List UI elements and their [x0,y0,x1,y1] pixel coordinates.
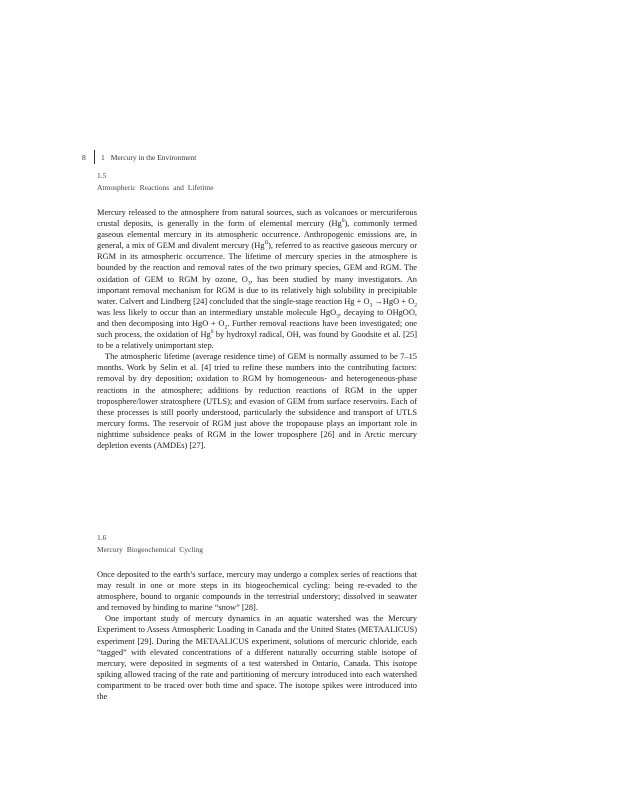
superscript: 0 [341,218,345,225]
text-run: was less likely to occur than an intermediary unstable molecule HgO [97,307,337,317]
section-title: Mercury Biogeochemical Cycling [97,545,204,554]
section-1-6 [97,533,417,702]
text-run: Once deposited to the earth’s surface, mercury may undergo a complex series of reactions that may result in one or more steps in its biogeochemical cycling: being re-evaded to the atmosphere, bound to organic compounds in the terrestrial understory; dissolved in seawater and removed by binding to marine “snow” [28]. [97,570,417,613]
subscript: 3 [369,302,373,309]
chapter-title: Mercury in the Environment [110,152,197,162]
paragraph [97,207,417,351]
running-head [82,150,196,164]
text-run: ), referred to as reactive gaseous mercury or RGM in its atmospheric occurrence. The lifetime of mercury species in the atmosphere is bounded by the reaction and removal rates of the two primary species, GEM and RGM. The oxidation of GEM to RGM by ozone, O [97,241,417,284]
subscript: 3 [336,313,339,320]
chapter-number: 1 [101,152,105,162]
text-run: , has been studied by many investigators. An important removal mechanism for RGM is due to its relatively high solubility in precipitable water. Calvert and Lindberg [24] concluded that the single-stage reaction Hg + O [97,274,417,306]
text-run: ), commonly termed gaseous elemental mercury in its atmospheric occurrence. Anthropogenic emissions are, in general, a mix of GEM and divalent mercury (Hg [97,219,417,251]
paragraph [97,569,417,613]
running-head-divider [94,150,95,164]
text-run: One important study of mercury dynamics in an aquatic watershed was the Mercury Experiment to Assess Atmospheric Loading in Canada and the United States (METAALICUS) experiment [29]. During the METAALICUS experiment, solutions of mercuric chloride, each “tagged” with elevated concentrations of a different naturally occurring stable isotope of mercury, were deposited in segments of a test watershed in Ontario, Canada. This isotope spiking allowed tracing of the rate and partitioning of mercury introduced into each watershed compartment to be traced over both time and space. The isotope spikes were introduced into the [97,614,417,702]
subscript: 2 [414,302,417,309]
paragraph [97,351,417,451]
text-run: The atmospheric lifetime (average residence time) of GEM is normally assumed to be 7–15 months. Work by Selin et al. [4] tried to refine these numbers into the contributing factors: removal by dry deposition; oxidation to RGM by homogeneous- and heterogeneous-phase reactions in the atmosphere; additions by reduction reactions of RGM in the upper troposphere/lower stratosphere (UTLS); and evasion of GEM from surface reservoirs. Each of these processes is still poorly understood, particularly the subsidence and transport of UTLS mercury forms. The reservoir of RGM just above the tropopause plays an important role in nighttime subsidence peaks of RGM in the lower troposphere [26] and in Arctic mercury depletion events (AMDEs) [27]. [97,352,417,450]
superscript: II [264,240,269,247]
section-body [97,569,417,702]
section-1-5 [97,171,417,451]
section-number: 1.5 [97,171,107,180]
text-run: . Further removal reactions have been investigated; one such process, the oxidation of Hg [97,318,417,340]
section-title: Atmospheric Reactions and Lifetime [97,183,214,192]
superscript: 0 [210,329,214,336]
text-run: by hydroxyl radical, OH, was found by Goodsite et al. [25] to be a relatively unimportant step. [97,330,417,351]
text-run: Mercury released to the atmosphere from natural sources, such as volcanoes or mercuriferous crustal deposits, is generally in the form of elemental mercury (Hg [97,208,417,229]
paragraph [97,613,417,702]
text-run: →HgO + O [372,296,415,306]
page-number: 8 [82,152,86,162]
subscript: 2 [224,324,228,331]
section-number: 1.6 [97,533,107,542]
text-run: , decaying to OHgOO, and then decomposing into HgO + O [97,307,417,328]
subscript: 3 [247,280,251,287]
section-body [97,207,417,451]
